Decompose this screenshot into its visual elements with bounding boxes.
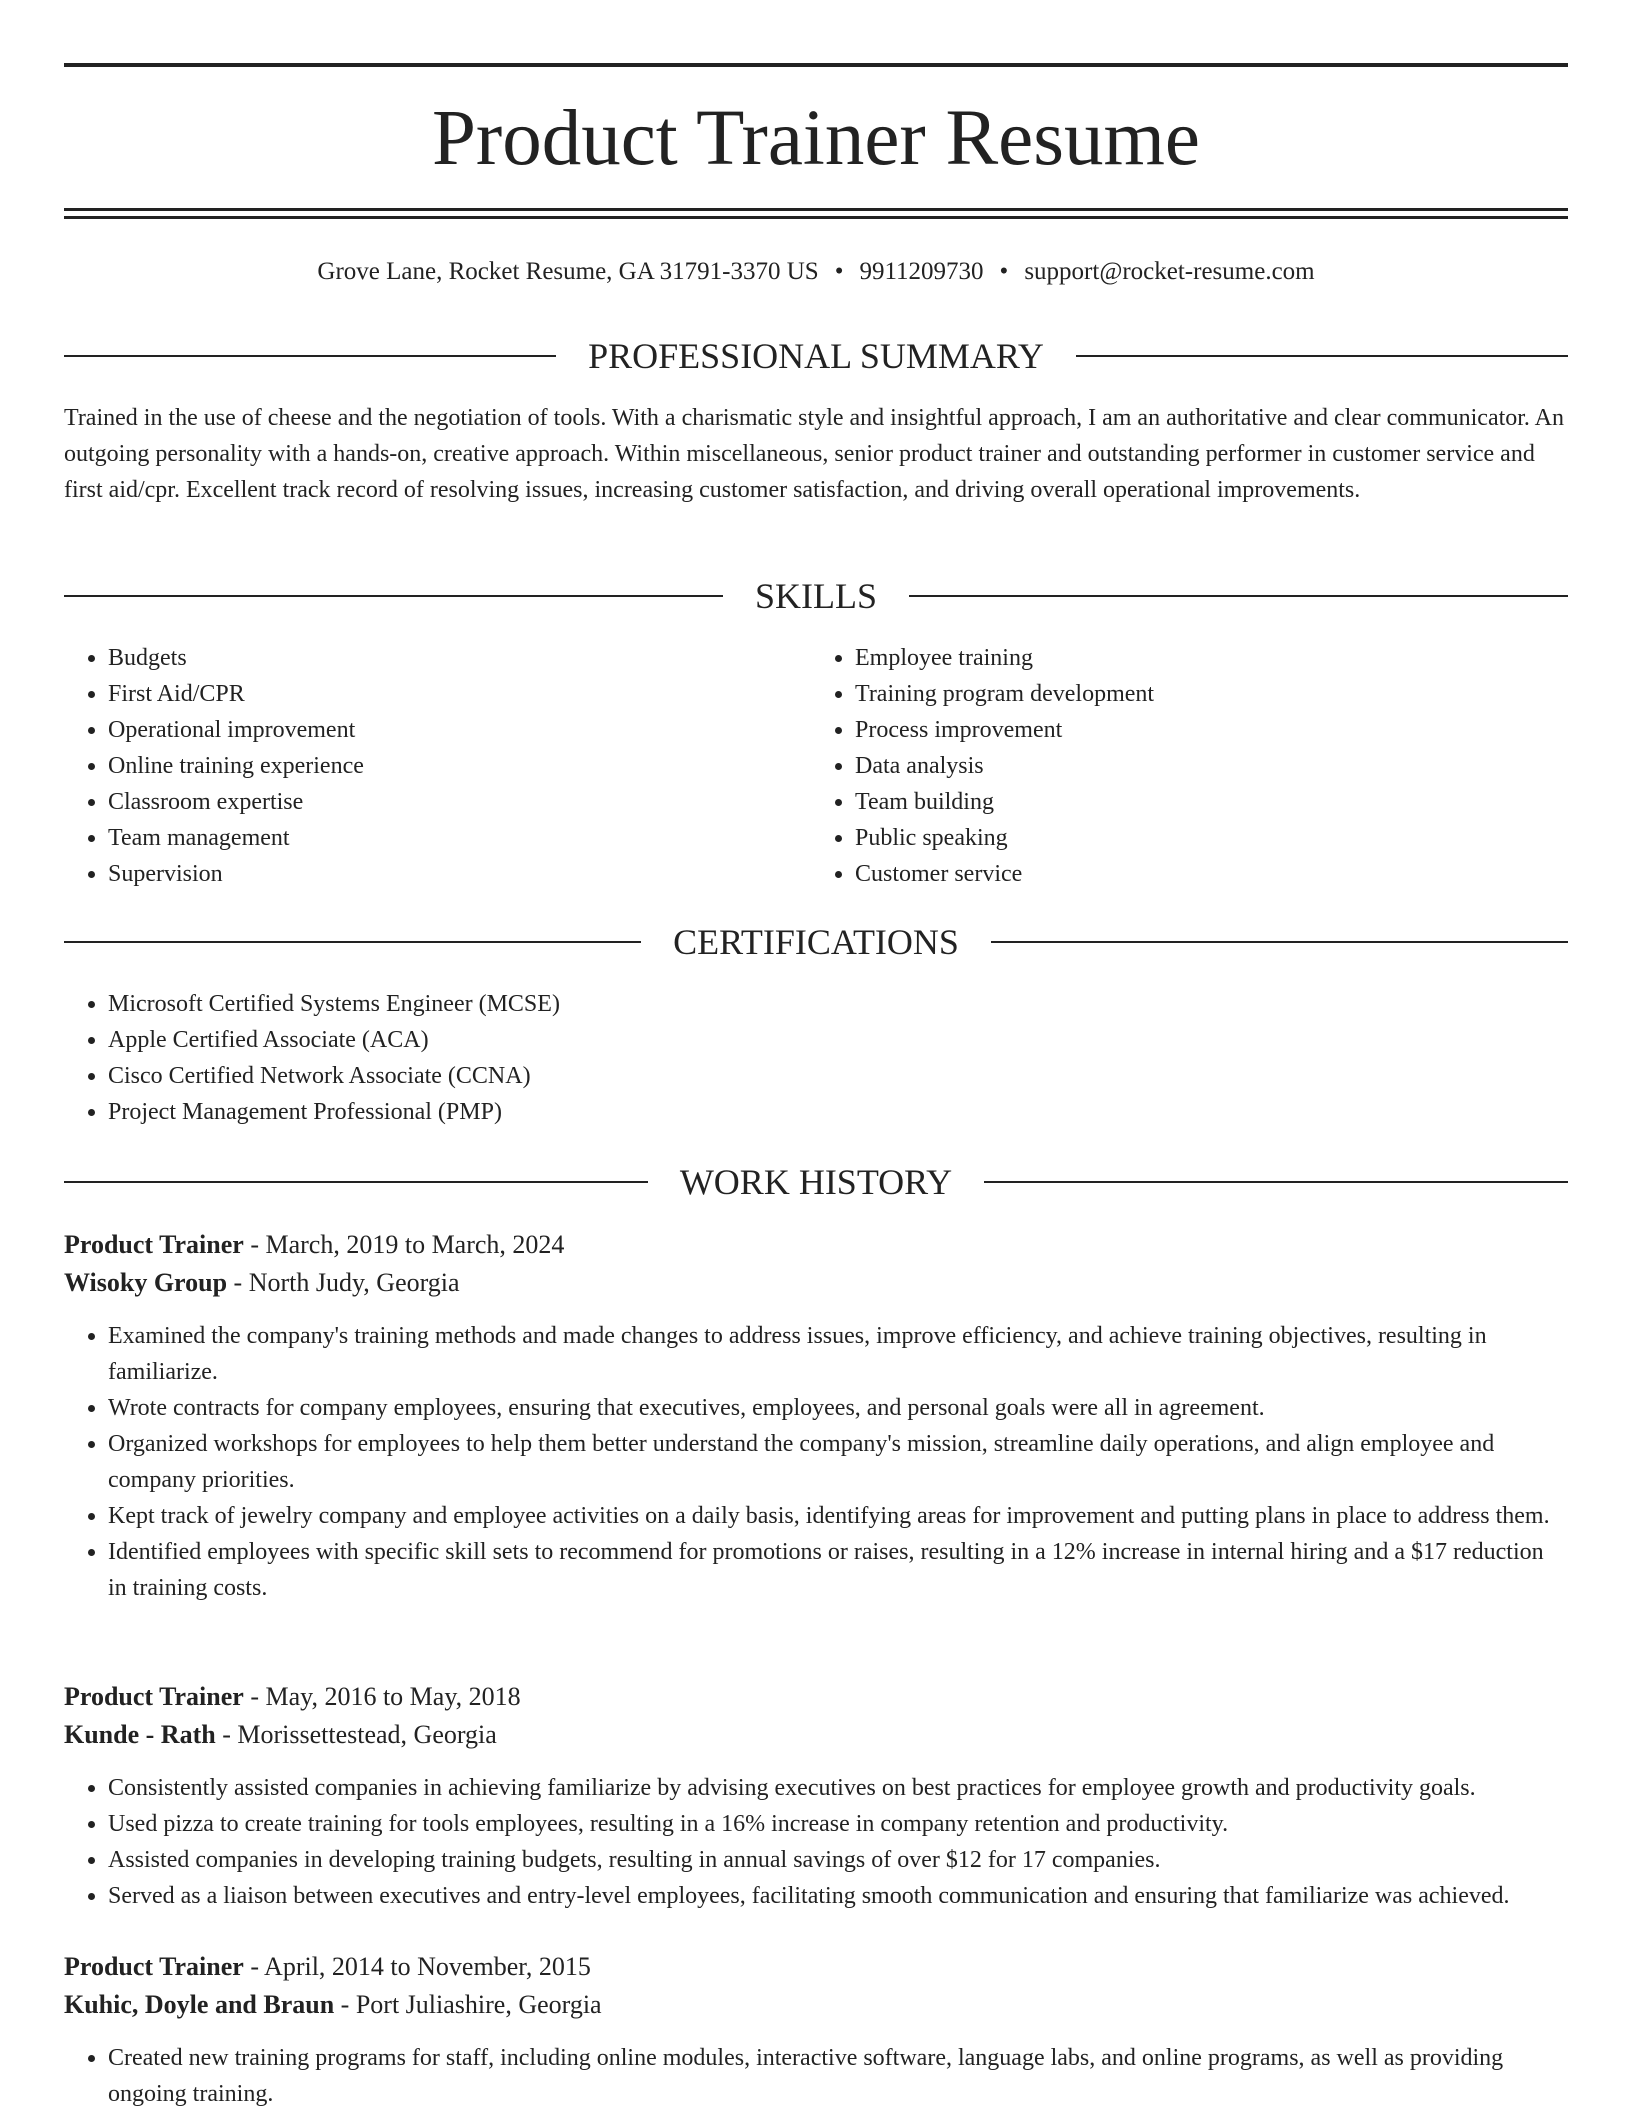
job-bullet: • Identified employees with specific skill sets to recommend for promotions or raises, resulting in a 12% increase in internal hiring and a $17 reduction in training costs. bbox=[108, 1534, 1568, 1606]
job-location: - Morissettestead, Georgia bbox=[215, 1720, 497, 1749]
job-title: Product Trainer bbox=[64, 1682, 244, 1711]
skills-list-left bbox=[64, 640, 821, 892]
heading-rule bbox=[64, 595, 723, 597]
section-title: PROFESSIONAL SUMMARY bbox=[588, 336, 1044, 376]
skill-item: • Budgets bbox=[108, 640, 821, 676]
contact-email: support@rocket-resume.com bbox=[1024, 258, 1315, 285]
heading-rule bbox=[991, 941, 1568, 943]
certification-item: • Microsoft Certified Systems Engineer (MCSE) bbox=[108, 986, 1568, 1022]
skill-item: • Operational improvement bbox=[108, 712, 821, 748]
title-rule-lower bbox=[64, 216, 1568, 219]
job-entry bbox=[64, 1678, 1568, 1914]
job-title: Product Trainer bbox=[64, 1230, 244, 1259]
title-rule-upper bbox=[64, 208, 1568, 211]
job-bullet: • Examined the company's training methods and made changes to address issues, improve efficiency, and achieve training objectives, resulting in familiarize. bbox=[108, 1318, 1568, 1390]
job-entry bbox=[64, 1948, 1568, 2112]
skill-item: • Training program development bbox=[855, 676, 1568, 712]
job-bullet: • Created new training programs for staff, including online modules, interactive software, language labs, and online programs, as well as providing ongoing training. bbox=[108, 2040, 1568, 2112]
job-bullet: • Wrote contracts for company employees, ensuring that executives, employees, and personal goals were all in agreement. bbox=[108, 1390, 1568, 1426]
contact-line bbox=[64, 252, 1568, 292]
contact-separator: • bbox=[999, 258, 1009, 285]
section-heading-skills bbox=[64, 571, 1568, 621]
skill-item: • Team building bbox=[855, 784, 1568, 820]
job-title-line bbox=[64, 1948, 1568, 1986]
job-location: - Port Juliashire, Georgia bbox=[334, 1990, 602, 2019]
heading-rule bbox=[1076, 355, 1568, 357]
skill-item: • Supervision bbox=[108, 856, 821, 892]
heading-rule bbox=[984, 1181, 1568, 1183]
section-title: SKILLS bbox=[755, 576, 878, 616]
job-title-line bbox=[64, 1226, 1568, 1264]
job-dates: - April, 2014 to November, 2015 bbox=[243, 1952, 591, 1981]
job-company-line bbox=[64, 1264, 1568, 1302]
job-bullet: • Served as a liaison between executives and entry-level employees, facilitating smooth communication and ensuring that familiarize was achieved. bbox=[108, 1878, 1568, 1914]
job-company: Kuhic, Doyle and Braun bbox=[64, 1990, 335, 2019]
section-title: CERTIFICATIONS bbox=[673, 922, 959, 962]
certifications-section bbox=[64, 986, 1568, 1130]
section-heading-certifications bbox=[64, 917, 1568, 967]
job-bullet: • Kept track of jewelry company and employee activities on a daily basis, identifying areas for improvement and putting plans in place to address them. bbox=[108, 1498, 1568, 1534]
contact-address: Grove Lane, Rocket Resume, GA 31791-3370 US bbox=[317, 258, 819, 285]
certification-item: • Apple Certified Associate (ACA) bbox=[108, 1022, 1568, 1058]
certification-item: • Cisco Certified Network Associate (CCNA) bbox=[108, 1058, 1568, 1094]
job-title: Product Trainer bbox=[64, 1952, 244, 1981]
job-bullets bbox=[64, 2040, 1568, 2112]
certifications-list bbox=[64, 986, 1568, 1130]
job-location: - North Judy, Georgia bbox=[227, 1268, 460, 1297]
skills-section bbox=[64, 640, 1568, 892]
job-bullet: • Organized workshops for employees to help them better understand the company's mission, streamline daily operations, and align employee and company priorities. bbox=[108, 1426, 1568, 1498]
job-company-line bbox=[64, 1716, 1568, 1754]
job-bullets bbox=[64, 1318, 1568, 1606]
contact-phone: 9911209730 bbox=[859, 258, 984, 285]
skill-item: • Customer service bbox=[855, 856, 1568, 892]
job-company: Wisoky Group bbox=[64, 1268, 228, 1297]
job-bullet: • Used pizza to create training for tools employees, resulting in a 16% increase in company retention and productivity. bbox=[108, 1806, 1568, 1842]
job-entry bbox=[64, 1226, 1568, 1606]
skills-list-right bbox=[821, 640, 1568, 892]
skill-item: • Team management bbox=[108, 820, 821, 856]
skill-item: • Employee training bbox=[855, 640, 1568, 676]
section-heading-summary bbox=[64, 331, 1568, 381]
section-heading-work-history bbox=[64, 1157, 1568, 1207]
skill-item: • Online training experience bbox=[108, 748, 821, 784]
summary-text: Trained in the use of cheese and the negotiation of tools. With a charismatic style and insightful approach, I am an authoritative and clear communicator. An outgoing personality with a hands-on, creative approach. Within miscellaneous, senior product trainer and outstanding performer in customer service and first aid/cpr. Excellent track record of resolving issues, increasing customer satisfaction, and driving overall operational improvements. bbox=[64, 405, 1564, 503]
section-title: WORK HISTORY bbox=[679, 1162, 953, 1202]
job-company: Kunde - Rath bbox=[64, 1720, 216, 1749]
job-bullet: • Consistently assisted companies in achieving familiarize by advising executives on best practices for employee growth and productivity goals. bbox=[108, 1770, 1568, 1806]
contact-separator: • bbox=[834, 258, 844, 285]
job-bullets bbox=[64, 1770, 1568, 1914]
skill-item: • Public speaking bbox=[855, 820, 1568, 856]
heading-rule bbox=[64, 941, 641, 943]
heading-rule bbox=[909, 595, 1568, 597]
skill-item: • Process improvement bbox=[855, 712, 1568, 748]
job-company-line bbox=[64, 1986, 1568, 2024]
job-bullet: • Assisted companies in developing training budgets, resulting in annual savings of over $12 for 17 companies. bbox=[108, 1842, 1568, 1878]
skill-item: • Data analysis bbox=[855, 748, 1568, 784]
heading-rule bbox=[64, 355, 556, 357]
summary-section bbox=[64, 400, 1568, 508]
job-dates: - May, 2016 to May, 2018 bbox=[243, 1682, 521, 1711]
heading-rule bbox=[64, 1181, 648, 1183]
job-title-line bbox=[64, 1678, 1568, 1716]
skill-item: • Classroom expertise bbox=[108, 784, 821, 820]
job-dates: - March, 2019 to March, 2024 bbox=[243, 1230, 565, 1259]
skill-item: • First Aid/CPR bbox=[108, 676, 821, 712]
page-title: Product Trainer Resume bbox=[431, 95, 1200, 182]
certification-item: • Project Management Professional (PMP) bbox=[108, 1094, 1568, 1130]
top-rule bbox=[64, 63, 1568, 67]
